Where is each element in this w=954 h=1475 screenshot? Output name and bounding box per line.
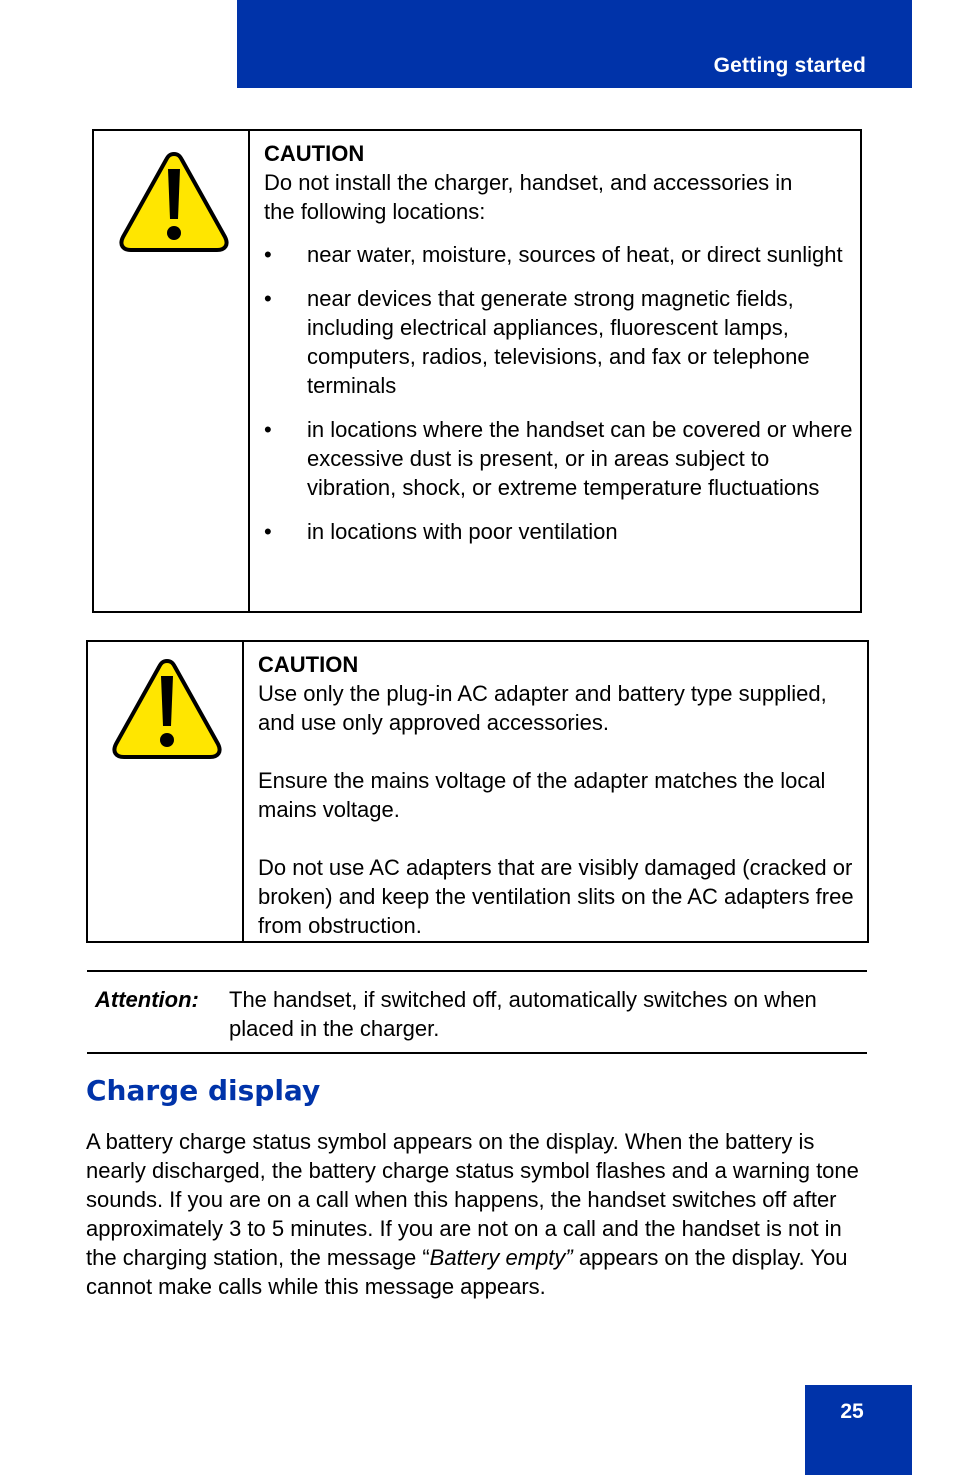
bullet-icon: • — [264, 519, 272, 544]
page-number: 25 — [840, 1400, 864, 1423]
caution-icon-cell — [94, 131, 250, 611]
list-item-text: in locations with poor ventilation — [307, 519, 618, 544]
bullet-icon: • — [264, 286, 272, 311]
list-item — [264, 517, 856, 546]
list-item — [264, 284, 856, 400]
caution-intro-continued: the following locations: — [264, 199, 486, 224]
attention-note — [87, 970, 867, 1054]
caution-text-cell — [244, 642, 867, 941]
caution-icon-cell — [88, 642, 244, 941]
warning-triangle-icon — [110, 656, 224, 762]
caution-text-cell — [250, 131, 860, 611]
location-list — [264, 240, 856, 546]
bullet-icon: • — [264, 242, 272, 267]
message-name: Battery empty” — [429, 1245, 573, 1270]
bullet-icon: • — [264, 417, 272, 442]
caution-box-adapter — [86, 640, 869, 943]
caution-heading: CAUTION — [258, 652, 359, 677]
caution-box-locations — [92, 129, 862, 613]
list-item-text: in locations where the handset can be covered or where excessive dust is present, or in areas subject to vibration, shock, or extreme temperature fluctuations — [307, 417, 853, 500]
caution-paragraph: Ensure the mains voltage of the adapter matches the local mains voltage. — [258, 768, 826, 822]
list-item — [264, 415, 856, 502]
warning-triangle-icon — [117, 149, 231, 255]
section-heading: Charge display — [86, 1074, 321, 1107]
caution-heading: CAUTION — [264, 141, 365, 166]
attention-text: The handset, if switched off, automatically switches on when placed in the charger. — [229, 987, 817, 1041]
list-item-text: near water, moisture, sources of heat, or direct sunlight — [307, 242, 843, 267]
charge-display-paragraph — [86, 1127, 876, 1301]
caution-paragraph: Use only the plug-in AC adapter and battery type supplied, and use only approved accessories. — [258, 681, 827, 735]
page-number-box — [805, 1385, 912, 1475]
caution-intro: Do not install the charger, handset, and accessories in — [264, 170, 793, 195]
section-title: Getting started — [713, 54, 866, 77]
list-item-text: near devices that generate strong magnetic fields, including electrical appliances, fluorescent lamps, computers, radios, televisions, and fax or telephone terminals — [307, 286, 810, 398]
paragraph-text: A battery charge status symbol appears on the display. When the battery is nearly discharged, the battery charge status symbol flashes and a warning tone sounds. If you are on a call when this happens, the handset switches off after approximately 3 to 5 minutes. If you are not on a call and the handset is not in the charging station, the message “ — [86, 1129, 859, 1270]
caution-paragraph: Do not use AC adapters that are visibly damaged (cracked or broken) and keep the ventilation slits on the AC adapters free from obstruction. — [258, 855, 854, 938]
attention-label: Attention: — [95, 987, 199, 1012]
header-bar — [237, 0, 912, 88]
list-item — [264, 240, 856, 269]
paragraph-text-continued: appears on the display. You cannot make calls while this message appears. — [86, 1245, 848, 1299]
